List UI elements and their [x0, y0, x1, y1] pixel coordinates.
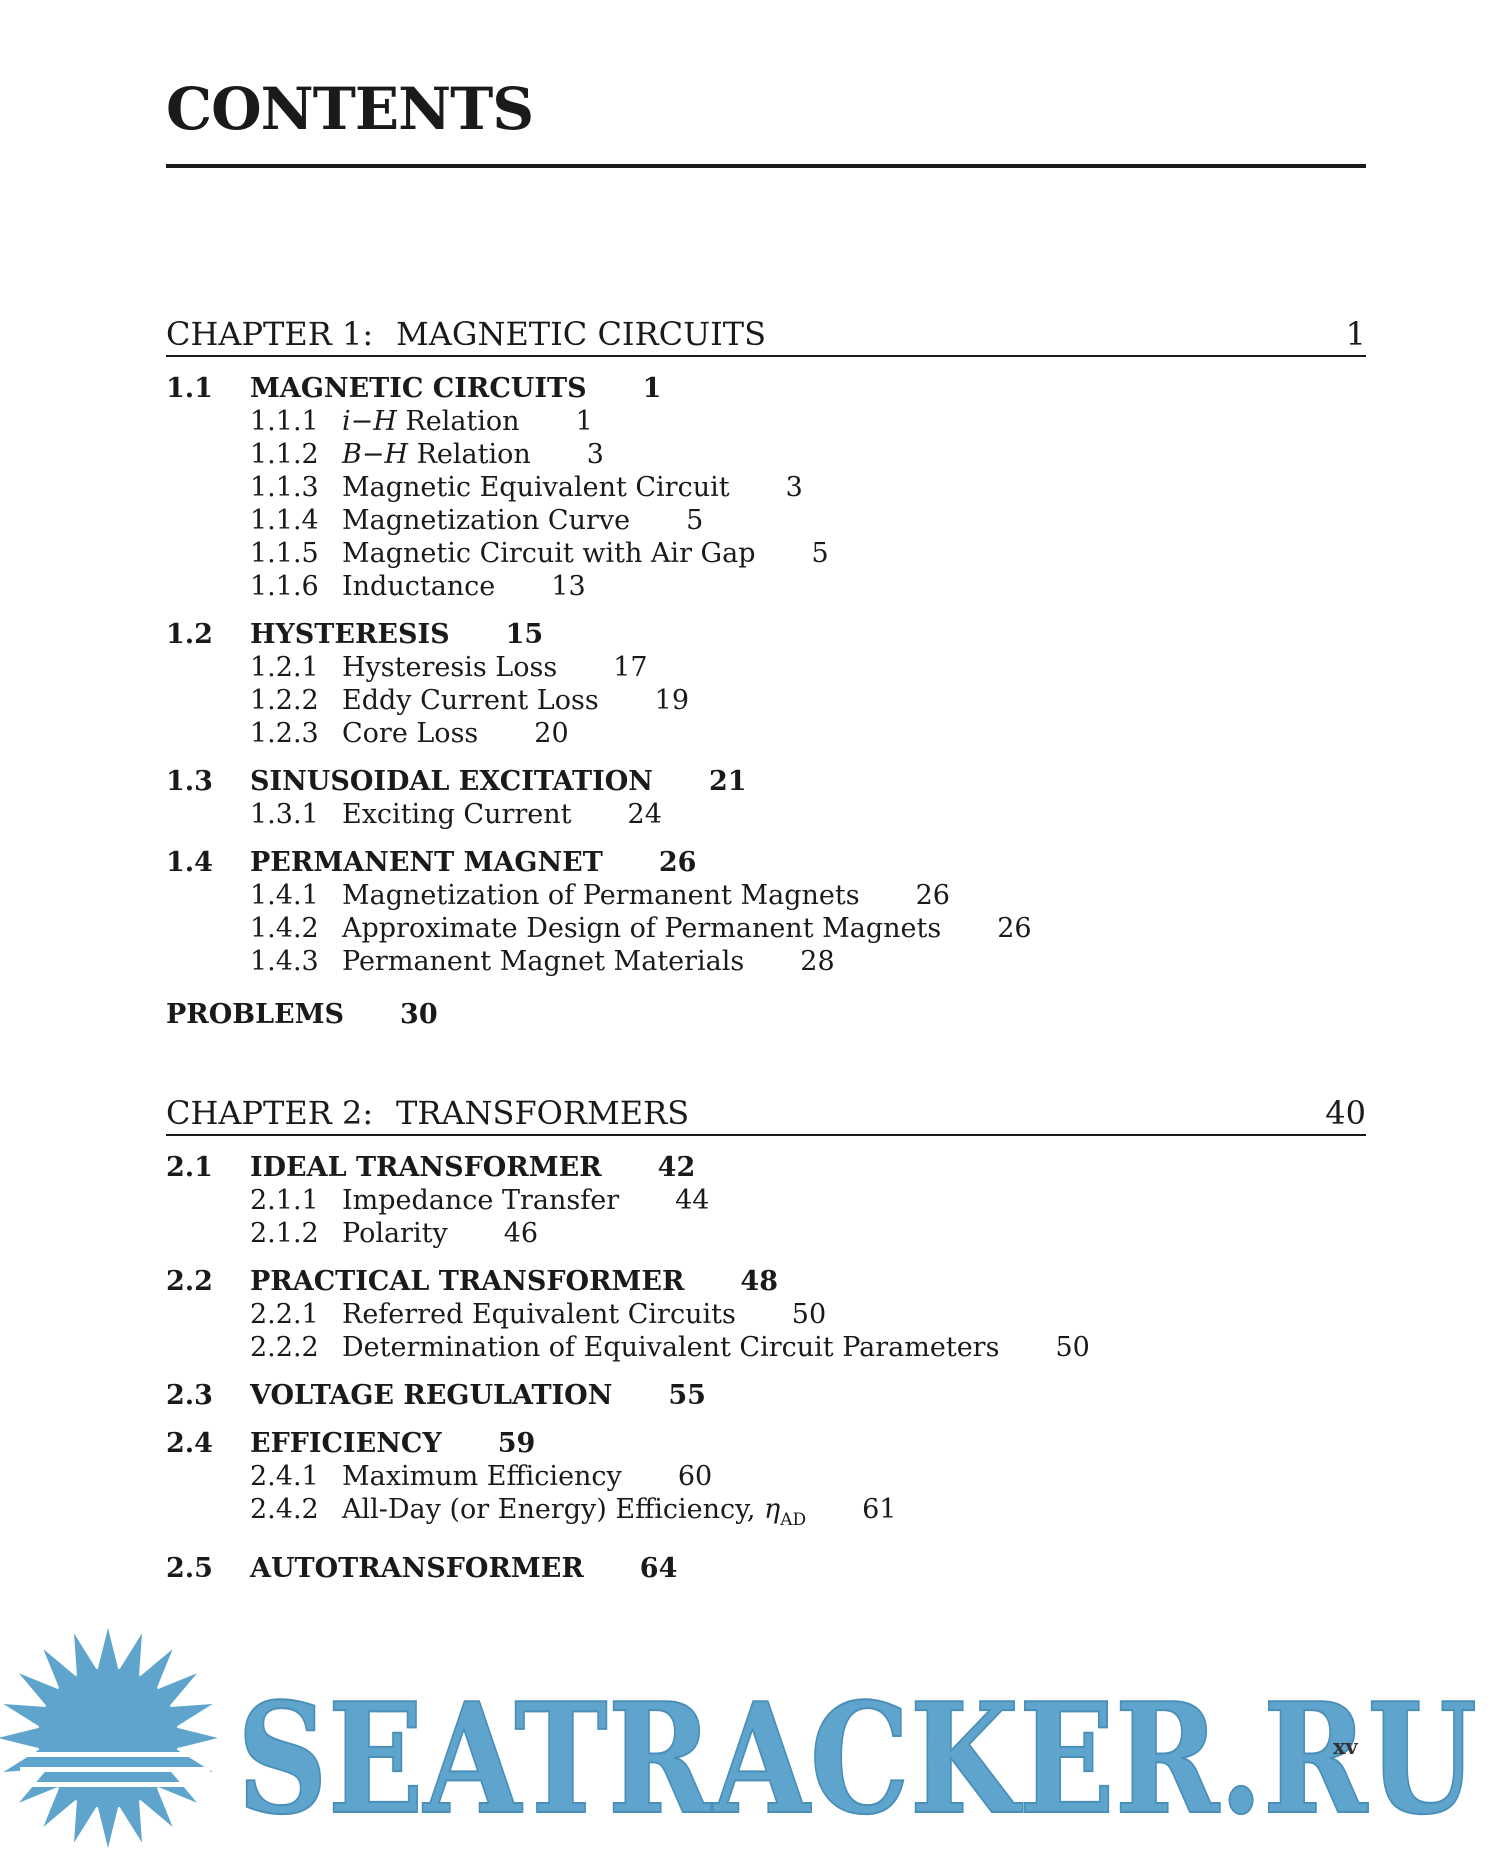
subsection-number: 1.4.3 [250, 946, 319, 977]
subsection-page: 24 [627, 799, 662, 830]
subsection-2-2-2[interactable] [166, 1331, 1366, 1364]
subsection-page: 60 [677, 1461, 713, 1492]
subsection-page: 3 [785, 472, 803, 503]
section-number: 2.3 [166, 1380, 213, 1411]
subsection-number: 2.4.2 [250, 1494, 319, 1525]
subsection-number: 1.1.3 [250, 472, 319, 503]
subsection-page: 5 [811, 538, 829, 569]
subsection-page: 17 [613, 652, 648, 683]
section-number: 2.5 [166, 1553, 213, 1584]
subsection-2-4-1[interactable] [166, 1460, 1366, 1493]
subsection-1-4-3[interactable] [166, 945, 1366, 978]
math-variable: B−H [342, 439, 409, 470]
subsection-number: 1.3.1 [250, 799, 319, 830]
section-page: 42 [657, 1152, 696, 1183]
subsection-title: Impedance Transfer [342, 1185, 620, 1216]
subsection-title: Eddy Current Loss [342, 685, 599, 716]
section-number: 1.3 [166, 766, 213, 797]
subsection-1-2-2[interactable] [166, 684, 1366, 717]
subsection-number: 2.1.2 [250, 1218, 319, 1249]
subsection-page: 50 [791, 1299, 827, 1330]
section-number: 1.2 [166, 619, 213, 650]
subsection-1-1-4[interactable] [166, 504, 1366, 537]
subsection-number: 1.4.2 [250, 913, 319, 944]
chapter-label: CHAPTER 1: [166, 315, 374, 353]
subsection-1-2-1[interactable] [166, 651, 1366, 684]
section-title: HYSTERESIS [250, 619, 450, 650]
subsection-title: Inductance [342, 571, 496, 602]
section-2-1 [166, 1151, 1366, 1250]
subsection-page: 61 [862, 1494, 897, 1525]
subsection-page: 44 [675, 1185, 710, 1216]
problems-entry [166, 998, 1366, 1031]
subsection-number: 1.2.1 [250, 652, 319, 683]
subsection-1-3-1[interactable] [166, 798, 1366, 831]
section-number: 2.4 [166, 1428, 213, 1459]
section-number: 1.1 [166, 373, 213, 404]
subsection-title: Hysteresis Loss [342, 652, 558, 683]
subsection-number: 1.1.2 [250, 439, 319, 470]
section-page: 55 [668, 1380, 706, 1411]
chapter-title: TRANSFORMERS [396, 1094, 690, 1132]
section-heading[interactable] [166, 1427, 1366, 1460]
subsection-page: 1 [575, 406, 593, 437]
section-number: 2.1 [166, 1152, 213, 1183]
section-2-2 [166, 1265, 1366, 1364]
subsection-title: Determination of Equivalent Circuit Parameters [342, 1332, 1000, 1363]
section-1-4 [166, 846, 1366, 978]
section-title: PRACTICAL TRANSFORMER [250, 1266, 685, 1297]
section-heading[interactable] [166, 618, 1366, 651]
section-title: MAGNETIC CIRCUITS [250, 373, 587, 404]
section-1-2 [166, 618, 1366, 750]
section-page: 21 [708, 766, 747, 797]
section-page: 26 [658, 847, 697, 878]
problems-heading[interactable] [166, 998, 1366, 1031]
subsection-number: 1.1.4 [250, 505, 319, 536]
chapter-page: 1 [1345, 315, 1366, 353]
subsection-number: 2.2.1 [250, 1299, 319, 1330]
eta-subscript: AD [780, 1510, 807, 1530]
chapter-page: 40 [1325, 1094, 1366, 1132]
subsection-1-1-6[interactable] [166, 570, 1366, 603]
subsection-title: Magnetization of Permanent Magnets [342, 880, 860, 911]
section-page: 64 [639, 1553, 678, 1584]
problems-page: 30 [400, 999, 438, 1030]
subsection-1-1-3[interactable] [166, 471, 1366, 504]
sun-logo-icon [0, 1628, 218, 1848]
section-heading[interactable] [166, 846, 1366, 879]
subsection-title: Magnetic Circuit with Air Gap [342, 538, 756, 569]
subsection-title: Approximate Design of Permanent Magnets [342, 913, 942, 944]
subsection-page: 46 [503, 1218, 539, 1249]
subsection-title: Polarity [342, 1218, 448, 1249]
subsection-page: 26 [997, 913, 1032, 944]
section-heading[interactable] [166, 1379, 1366, 1412]
subsection-number: 1.1.5 [250, 538, 319, 569]
section-number: 2.2 [166, 1266, 213, 1297]
subsection-2-1-2[interactable] [166, 1217, 1366, 1250]
subsection-1-1-2[interactable] [166, 438, 1366, 471]
section-heading[interactable] [166, 765, 1366, 798]
subsection-2-4-2[interactable] [166, 1493, 1366, 1537]
watermark [0, 1620, 1500, 1850]
subsection-number: 2.4.1 [250, 1461, 319, 1492]
subsection-title: All-Day (or Energy) Efficiency, $\eta_{AD}$ [342, 1494, 807, 1530]
section-heading[interactable] [166, 1151, 1366, 1184]
section-title: IDEAL TRANSFORMER [250, 1152, 602, 1183]
subsection-2-1-1[interactable] [166, 1184, 1366, 1217]
subsection-title: Magnetization Curve [342, 505, 631, 536]
problems-title: PROBLEMS [166, 999, 345, 1030]
chapter-label: CHAPTER 2: [166, 1094, 374, 1132]
subsection-title: Referred Equivalent Circuits [342, 1299, 736, 1330]
chapter-2 [166, 1093, 1366, 1585]
subsection-number: 1.2.2 [250, 685, 319, 716]
section-heading[interactable] [166, 1265, 1366, 1298]
subsection-page: 20 [534, 718, 569, 749]
subsection-1-1-1[interactable] [166, 405, 1366, 438]
chapter-1 [166, 314, 1366, 1031]
section-page: 15 [505, 619, 544, 650]
subsection-title: B−H Relation [342, 439, 531, 470]
subsection-1-4-2[interactable] [166, 912, 1366, 945]
eta-symbol: η [764, 1494, 781, 1525]
section-heading[interactable] [166, 1552, 1366, 1585]
math-variable: i−H [342, 406, 397, 437]
subsection-1-4-1[interactable] [166, 879, 1366, 912]
subsection-title: Magnetic Equivalent Circuit [342, 472, 730, 503]
title-rule [166, 164, 1366, 168]
section-2-4 [166, 1427, 1366, 1537]
subsection-number: 2.1.1 [250, 1185, 319, 1216]
section-2-3 [166, 1379, 1366, 1412]
subsection-1-2-3[interactable] [166, 717, 1366, 750]
subsection-title: i−H Relation [342, 406, 520, 437]
subsection-2-2-1[interactable] [166, 1298, 1366, 1331]
subsection-number: 1.2.3 [250, 718, 319, 749]
page-title: CONTENTS [166, 75, 534, 143]
subsection-number: 1.4.1 [250, 880, 319, 911]
section-title: SINUSOIDAL EXCITATION [250, 766, 653, 797]
subsection-page: 19 [654, 685, 690, 716]
subsection-number: 1.1.1 [250, 406, 319, 437]
chapter-1-heading[interactable] [166, 314, 1366, 357]
chapter-2-heading[interactable] [166, 1093, 1366, 1136]
subsection-page: 28 [800, 946, 835, 977]
page-number: xv [1333, 1734, 1358, 1759]
subsection-page: 13 [551, 571, 586, 602]
subsection-number: 1.1.6 [250, 571, 319, 602]
section-1-3 [166, 765, 1366, 831]
section-number: 1.4 [166, 847, 213, 878]
subsection-title: Core Loss [342, 718, 479, 749]
table-of-contents [166, 314, 1366, 1585]
section-title: EFFICIENCY [250, 1428, 442, 1459]
subsection-1-1-5[interactable] [166, 537, 1366, 570]
section-title: AUTOTRANSFORMER [250, 1553, 584, 1584]
section-1-1 [166, 372, 1366, 603]
subsection-page: 3 [586, 439, 604, 470]
subsection-title: Exciting Current [342, 799, 572, 830]
chapter-title: MAGNETIC CIRCUITS [396, 315, 767, 353]
section-2-5 [166, 1552, 1366, 1585]
subsection-page: 26 [915, 880, 950, 911]
section-page: 1 [642, 373, 662, 404]
section-page: 59 [497, 1428, 536, 1459]
subsection-page: 50 [1055, 1332, 1090, 1363]
subsection-title: Maximum Efficiency [342, 1461, 622, 1492]
section-title: VOLTAGE REGULATION [250, 1380, 613, 1411]
watermark-text: SEATRACKER.RU [237, 1669, 1477, 1848]
subsection-title: Permanent Magnet Materials [342, 946, 745, 977]
section-heading[interactable] [166, 372, 1366, 405]
subsection-page: 5 [686, 505, 704, 536]
section-page: 48 [740, 1266, 778, 1297]
subsection-number: 2.2.2 [250, 1332, 319, 1363]
section-title: PERMANENT MAGNET [250, 847, 603, 878]
